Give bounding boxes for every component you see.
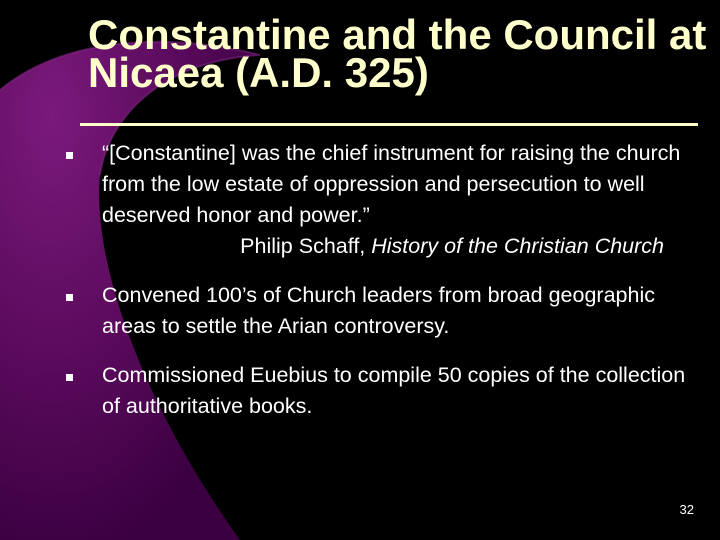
page-number: 32: [679, 502, 694, 517]
attribution-work-title: History of the Christian Church: [371, 234, 664, 258]
bullet-list: [60, 138, 700, 440]
title-underline: [80, 123, 698, 126]
square-bullet-icon: [66, 152, 73, 159]
quote-attribution: [102, 231, 700, 262]
attribution-author: Philip Schaff,: [240, 234, 372, 258]
bullet-text: Convened 100’s of Church leaders from broad geographic areas to settle the Arian controversy.: [102, 283, 655, 338]
square-bullet-icon: [66, 294, 73, 301]
bullet-item-quote: [60, 138, 700, 262]
slide-title: Constantine and the Council at Nicaea (A.D. 325): [88, 11, 707, 96]
bullet-item-council: [60, 280, 700, 342]
bullet-item-copies: [60, 360, 700, 422]
square-bullet-icon: [66, 374, 73, 381]
bullet-text: Commissioned Euebius to compile 50 copies of the collection of authoritative books.: [102, 363, 686, 418]
bullet-text: “[Constantine] was the chief instrument for raising the church from the low estate of oppression and persecution to well deserved honor and power.”: [102, 141, 681, 227]
